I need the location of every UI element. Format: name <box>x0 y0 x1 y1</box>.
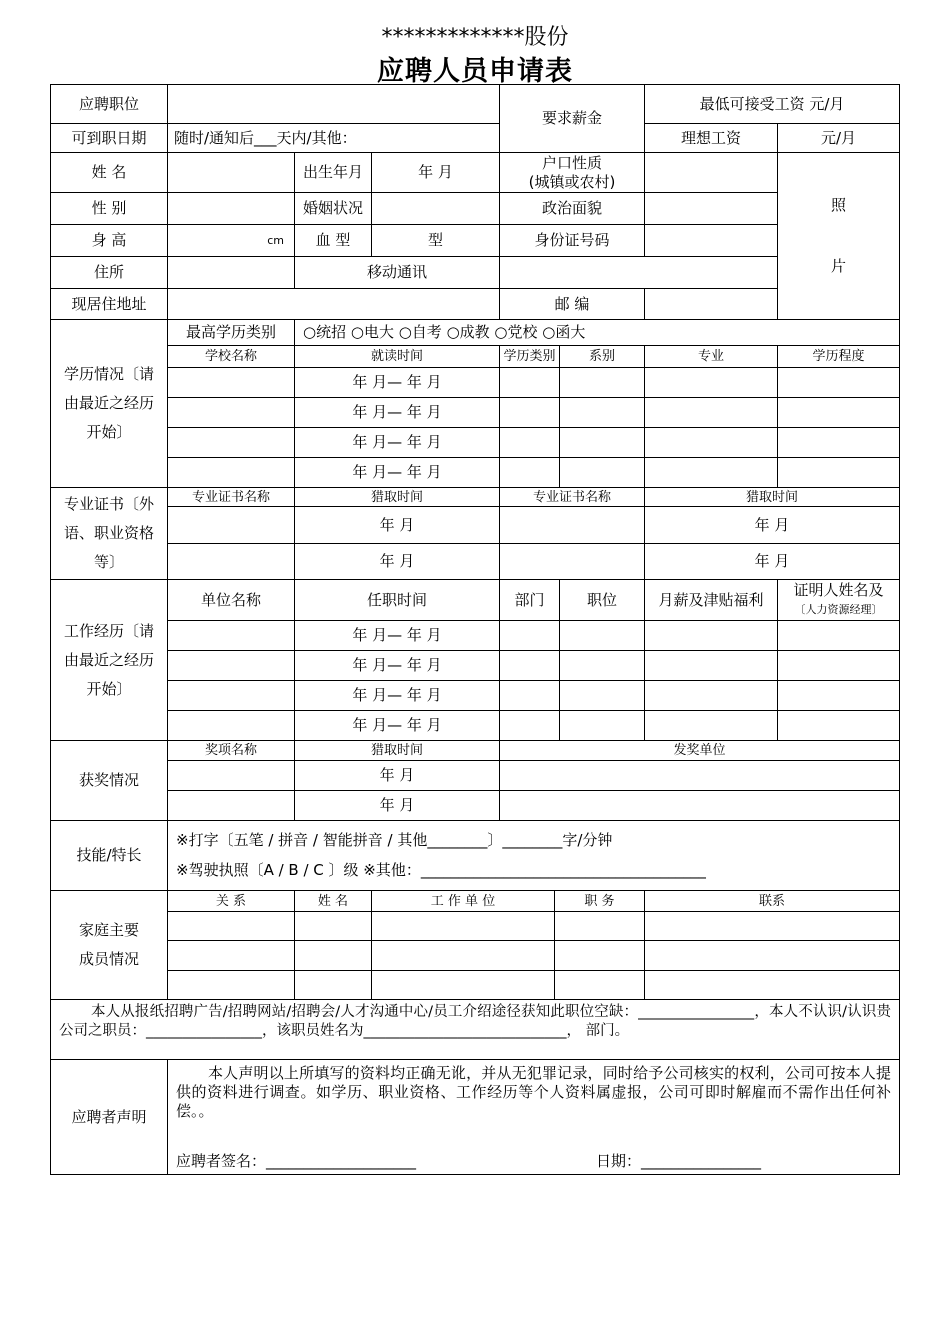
education-cell[interactable] <box>499 457 560 488</box>
education-cell[interactable] <box>644 397 778 428</box>
name-input[interactable] <box>167 152 295 193</box>
family-cell[interactable] <box>554 911 645 941</box>
skills-section-label: 技能/特长 <box>50 820 168 891</box>
political-label: 政治面貌 <box>499 192 645 225</box>
work-header: 任职时间 <box>294 579 500 621</box>
id-input[interactable] <box>644 224 778 257</box>
certificate-date[interactable]: 年 月 <box>644 506 900 544</box>
work-cell[interactable] <box>499 710 560 741</box>
family-header: 联系 <box>644 890 900 912</box>
award-header: 猎取时间 <box>294 740 500 761</box>
address-label: 现居住地址 <box>50 288 168 320</box>
address-input[interactable] <box>167 288 500 320</box>
education-cell[interactable] <box>559 367 645 398</box>
award-date[interactable]: 年 月 <box>294 760 500 791</box>
work-period[interactable]: 年 月— 年 月 <box>294 620 500 651</box>
height-input[interactable]: cm <box>167 224 295 257</box>
position-label: 应聘职位 <box>50 84 168 124</box>
certificate-date[interactable]: 年 月 <box>294 543 500 580</box>
family-cell[interactable] <box>371 940 555 971</box>
birth-input[interactable]: 年 月 <box>371 152 500 193</box>
birth-label: 出生年月 <box>294 152 372 193</box>
declaration-label: 应聘者声明 <box>50 1059 168 1175</box>
company-name: *************股份 <box>381 25 569 50</box>
certificate-name-input[interactable] <box>167 506 295 544</box>
education-type-options[interactable]: ○统招 ○电大 ○自考 ○成教 ○党校 ○函大 <box>294 319 900 346</box>
education-cell[interactable] <box>777 367 900 398</box>
salary-label: 要求薪金 <box>499 84 645 153</box>
work-cell[interactable] <box>777 650 900 681</box>
education-cell[interactable] <box>644 367 778 398</box>
education-cell[interactable] <box>777 397 900 428</box>
family-cell[interactable] <box>294 940 372 971</box>
education-cell[interactable] <box>644 427 778 458</box>
education-cell[interactable] <box>559 457 645 488</box>
residence-input[interactable] <box>167 256 295 289</box>
family-section-label: 家庭主要成员情况 <box>50 890 168 1000</box>
hukou-input[interactable] <box>644 152 778 193</box>
work-cell[interactable] <box>559 620 645 651</box>
family-header: 工 作 单 位 <box>371 890 555 912</box>
source-statement[interactable]: 本人从报纸招聘广告/招聘网站/招聘会/人才沟通中心/员工介绍途径获知此职位空缺：________________，本人不认识/认识贵公司之职员：________________，该职员姓名为____________________________， 部门。 <box>50 999 900 1060</box>
work-period[interactable]: 年 月— 年 月 <box>294 650 500 681</box>
work-cell[interactable] <box>644 710 778 741</box>
work-cell[interactable] <box>644 650 778 681</box>
blood-input[interactable]: 型 <box>371 224 500 257</box>
education-period[interactable]: 年 月— 年 月 <box>294 397 500 428</box>
work-header: 职位 <box>559 579 645 621</box>
family-cell[interactable] <box>644 911 900 941</box>
date-field[interactable]: 日期：________________ <box>596 1152 762 1170</box>
family-cell[interactable] <box>167 911 295 941</box>
education-cell[interactable] <box>777 427 900 458</box>
family-cell[interactable] <box>294 911 372 941</box>
reference-label: 证明人姓名及 <box>793 581 884 599</box>
family-header: 姓 名 <box>294 890 372 912</box>
mobile-input[interactable] <box>499 256 778 289</box>
ideal-salary-label: 理想工资 <box>644 123 778 153</box>
gender-input[interactable] <box>167 192 295 225</box>
work-period[interactable]: 年 月— 年 月 <box>294 710 500 741</box>
start-date-label: 可到职日期 <box>50 123 168 153</box>
education-section-label: 学历情况〔请由最近之经历开始〕 <box>50 319 168 488</box>
certificate-date[interactable]: 年 月 <box>294 506 500 544</box>
signature-field[interactable]: 应聘者签名：____________________ <box>176 1152 417 1170</box>
award-issuer-input[interactable] <box>499 790 900 821</box>
education-cell[interactable] <box>559 427 645 458</box>
work-cell[interactable] <box>167 620 295 651</box>
certificate-header: 专业证书名称 <box>167 487 295 507</box>
family-header: 关 系 <box>167 890 295 912</box>
ideal-salary-field[interactable]: 元/月 <box>777 123 900 153</box>
residence-label: 住所 <box>50 256 168 289</box>
marital-label: 婚姻状况 <box>294 192 372 225</box>
certificate-header: 专业证书名称 <box>499 487 645 507</box>
work-cell[interactable] <box>777 680 900 711</box>
education-header: 学校名称 <box>167 345 295 368</box>
postcode-label: 邮 编 <box>499 288 645 320</box>
education-cell[interactable] <box>499 367 560 398</box>
education-cell[interactable] <box>167 427 295 458</box>
work-cell[interactable] <box>559 650 645 681</box>
award-name-input[interactable] <box>167 790 295 821</box>
education-cell[interactable] <box>167 397 295 428</box>
family-cell[interactable] <box>554 970 645 1000</box>
family-cell[interactable] <box>294 970 372 1000</box>
position-input[interactable] <box>167 84 500 124</box>
driving-license: ※驾驶执照〔A / B / C 〕级 ※其他：______________________________________ <box>176 860 706 879</box>
family-cell[interactable] <box>644 970 900 1000</box>
application-form <box>51 85 900 1175</box>
family-header: 职 务 <box>554 890 645 912</box>
photo-label-2: 片 <box>830 257 846 276</box>
work-header-reference <box>777 579 900 621</box>
certificate-date[interactable]: 年 月 <box>644 543 900 580</box>
family-cell[interactable] <box>167 940 295 971</box>
work-cell[interactable] <box>559 680 645 711</box>
photo-box <box>777 152 900 320</box>
work-cell[interactable] <box>644 680 778 711</box>
education-cell[interactable] <box>499 427 560 458</box>
declaration-text: 本人声明以上所填写的资料均正确无讹，并从无犯罪记录，同时给予公司核实的权利，公司可按本人提供的资料进行调查。如学历、职业资格、工作经历等个人资料属虚报，公司可即时解雇而不需作出任何补偿。。 <box>176 1064 891 1120</box>
certificate-header: 猎取时间 <box>644 487 900 507</box>
education-cell[interactable] <box>777 457 900 488</box>
start-date-field[interactable]: 随时/通知后___天内/其他： <box>167 123 500 153</box>
awards-section-label: 获奖情况 <box>50 740 168 821</box>
certificate-header: 猎取时间 <box>294 487 500 507</box>
education-header: 专业 <box>644 345 778 368</box>
work-period[interactable]: 年 月— 年 月 <box>294 680 500 711</box>
work-cell[interactable] <box>559 710 645 741</box>
work-cell[interactable] <box>499 620 560 651</box>
work-header: 月薪及津贴福利 <box>644 579 778 621</box>
education-header: 学历程度 <box>777 345 900 368</box>
work-cell[interactable] <box>167 680 295 711</box>
postcode-input[interactable] <box>644 288 778 320</box>
education-period[interactable]: 年 月— 年 月 <box>294 427 500 458</box>
education-period[interactable]: 年 月— 年 月 <box>294 457 500 488</box>
education-cell[interactable] <box>559 397 645 428</box>
min-salary-field: 最低可接受工资 元/月 <box>644 84 900 124</box>
marital-input[interactable] <box>371 192 500 225</box>
form-title: 应聘人员申请表 <box>377 56 573 87</box>
family-cell[interactable] <box>554 940 645 971</box>
education-cell[interactable] <box>167 367 295 398</box>
political-input[interactable] <box>644 192 778 225</box>
education-header: 系别 <box>559 345 645 368</box>
education-header: 就读时间 <box>294 345 500 368</box>
gender-label: 性 别 <box>50 192 168 225</box>
certificate-name-input[interactable] <box>499 506 645 544</box>
typing-skill: ※打字〔五笔 / 拼音 / 智能拼音 / 其他________〕________字/分钟 <box>176 831 613 850</box>
declaration-box <box>167 1059 900 1175</box>
award-header: 奖项名称 <box>167 740 295 761</box>
height-label: 身 高 <box>50 224 168 257</box>
mobile-label: 移动通讯 <box>294 256 500 289</box>
award-date[interactable]: 年 月 <box>294 790 500 821</box>
hukou-label: 户口性质 (城镇或农村) <box>499 152 645 193</box>
work-header: 部门 <box>499 579 560 621</box>
blood-label: 血 型 <box>294 224 372 257</box>
education-period[interactable]: 年 月— 年 月 <box>294 367 500 398</box>
family-cell[interactable] <box>371 911 555 941</box>
work-cell[interactable] <box>499 680 560 711</box>
family-cell[interactable] <box>371 970 555 1000</box>
work-cell[interactable] <box>167 710 295 741</box>
award-issuer-input[interactable] <box>499 760 900 791</box>
work-cell[interactable] <box>777 620 900 651</box>
award-header: 发奖单位 <box>499 740 900 761</box>
education-cell[interactable] <box>167 457 295 488</box>
work-header: 单位名称 <box>167 579 295 621</box>
award-name-input[interactable] <box>167 760 295 791</box>
work-section-label: 工作经历〔请由最近之经历开始〕 <box>50 579 168 741</box>
photo-label-1: 照 <box>830 195 846 214</box>
education-cell[interactable] <box>499 397 560 428</box>
education-type-label: 最高学历类别 <box>167 319 295 346</box>
work-cell[interactable] <box>499 650 560 681</box>
family-cell[interactable] <box>644 940 900 971</box>
work-cell[interactable] <box>777 710 900 741</box>
education-cell[interactable] <box>644 457 778 488</box>
work-cell[interactable] <box>167 650 295 681</box>
skills-field[interactable] <box>167 820 900 891</box>
reference-sublabel: 〔人力资源经理〕 <box>794 603 883 616</box>
name-label: 姓 名 <box>50 152 168 193</box>
family-cell[interactable] <box>167 970 295 1000</box>
certificates-section-label: 专业证书〔外语、职业资格等〕 <box>50 487 168 580</box>
id-label: 身份证号码 <box>499 224 645 257</box>
certificate-name-input[interactable] <box>499 543 645 580</box>
education-header: 学历类别 <box>499 345 560 368</box>
work-cell[interactable] <box>644 620 778 651</box>
certificate-name-input[interactable] <box>167 543 295 580</box>
